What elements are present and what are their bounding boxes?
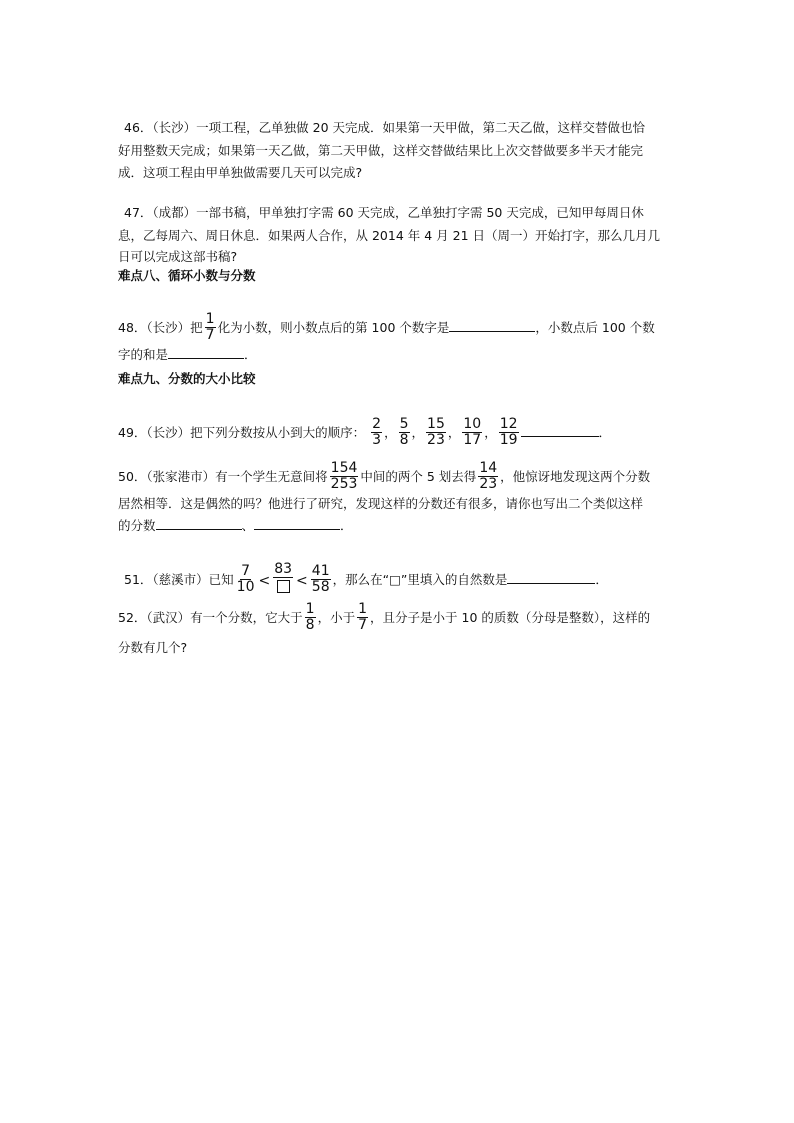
fraction-denominator: 3 [372, 432, 382, 448]
q51-fraction-2 [273, 562, 293, 597]
fraction-numerator: 2 [372, 416, 382, 432]
fraction-numerator: 12 [499, 416, 518, 432]
fraction-denominator: 23 [427, 432, 445, 448]
q50-line3-end: ． [340, 518, 353, 533]
q50-suffix: ，他惊讶地发现这两个分数 [500, 469, 651, 484]
q48-fraction-numerator: 1 [205, 311, 215, 327]
separator: ， [484, 425, 497, 440]
q52-line2: 分数有几个? [118, 640, 188, 655]
q52-mid: ，小于 [317, 610, 356, 625]
q51-end: ． [595, 572, 608, 587]
q48-answer-blank-1[interactable] [449, 319, 535, 332]
q50-line3-sep: 、 [241, 518, 255, 533]
fraction-denominator: 17 [463, 432, 482, 448]
q50-answer-blank-2[interactable] [254, 517, 340, 530]
q52-prefix: 52．（武汉）有一个分数，它大于 [118, 610, 303, 625]
fraction-numerator: 154 [330, 460, 358, 476]
q49-fraction-4 [462, 417, 482, 448]
fraction-denominator: 23 [479, 476, 498, 492]
section-heading-9: 难点九、分数的大小比较 [118, 371, 256, 386]
q50-line3-prefix: 的分数 [118, 518, 156, 533]
fraction-numerator: 15 [427, 416, 445, 432]
fraction-denominator: 8 [305, 617, 315, 633]
fraction-numerator: 1 [358, 601, 368, 617]
separator: ， [384, 425, 397, 440]
q51-answer-blank[interactable] [507, 571, 595, 584]
q47-line1: 47．（成都）一部书稿，甲单独打字需 60 天完成，乙单独打字需 50 天完成，已知甲每周日休 [124, 205, 644, 220]
q48-fraction [205, 312, 216, 343]
q47-line3: 日可以完成这部书稿? [118, 249, 238, 264]
q48-mid: 化为小数，则小数点后的第 100 个数字是 [217, 320, 450, 335]
q48-answer-blank-2[interactable] [168, 346, 244, 359]
q50-mid: 中间的两个 5 划去得 [360, 469, 477, 484]
section-heading-8: 难点八、循环小数与分数 [118, 268, 256, 283]
q50-fraction-2 [478, 461, 498, 492]
q51-line [124, 563, 608, 598]
empty-box-icon[interactable] [277, 580, 290, 593]
q50-line1 [118, 462, 650, 493]
q49-end: ． [598, 425, 612, 440]
q51-fraction-3 [311, 564, 331, 595]
q47-line2: 息，乙每周六、周日休息．如果两人合作，从 2014 年 4 月 21 日（周一）开始打字，那么几月几 [118, 228, 661, 243]
q49-prefix: 49．（长沙）把下列分数按从小到大的顺序： [118, 425, 366, 440]
q48-line2-end: ． [244, 347, 257, 362]
q48-prefix: 48．（长沙）把 [118, 320, 203, 335]
q49-fraction-1 [371, 417, 382, 448]
q48-line2 [118, 345, 257, 365]
q52-suffix: ，且分子是小于 10 的质数（分母是整数），这样的 [370, 610, 651, 625]
separator: ， [411, 425, 425, 440]
q51-fraction-1 [236, 564, 256, 595]
fraction-numerator: 1 [305, 601, 315, 617]
fraction-numerator: 14 [479, 460, 498, 476]
fraction-numerator: 10 [463, 416, 482, 432]
q51-less-than-1: < [258, 572, 271, 589]
q49-fraction-2 [399, 417, 410, 448]
q49-fraction-5 [499, 417, 519, 448]
separator: ， [447, 425, 461, 440]
q50-line3 [118, 516, 353, 536]
q52-fraction-2 [357, 602, 368, 633]
q46-line3: 成．这项工程由甲单独做需要几天可以完成? [118, 165, 363, 180]
q50-line2: 居然相等．这是偶然的吗？他进行了研究，发现这样的分数还有很多，请你也写出二个类似这样 [118, 496, 644, 511]
q51-suffix: ，那么在“□”里填入的自然数是 [332, 572, 508, 587]
q48-line1 [118, 313, 655, 344]
fraction-numerator: 7 [241, 563, 251, 579]
fraction-numerator: 5 [399, 416, 409, 432]
q51-less-than-2: < [296, 572, 308, 589]
q49-answer-blank[interactable] [521, 424, 599, 437]
q52-fraction-1 [305, 602, 316, 633]
q50-fraction-1 [330, 461, 359, 492]
fraction-denominator: 7 [358, 617, 368, 633]
q50-prefix: 50．（张家港市）有一个学生无意间将 [118, 469, 328, 484]
fraction-numerator: 41 [311, 563, 330, 579]
q48-line2-prefix: 字的和是 [118, 347, 169, 362]
q48-after-blank: ，小数点后 100 个数 [535, 320, 655, 335]
q50-answer-blank-1[interactable] [156, 517, 242, 530]
fraction-denominator: 8 [399, 432, 409, 448]
q46-line1: 46．（长沙）一项工程，乙单独做 20 天完成．如果第一天甲做，第二天乙做，这样交替做也恰 [124, 120, 646, 135]
fraction-denominator: 19 [499, 432, 518, 448]
fraction-denominator-box [276, 578, 291, 597]
q48-fraction-denominator: 7 [205, 327, 215, 343]
fraction-denominator: 253 [330, 476, 358, 492]
fraction-numerator: 83 [274, 561, 293, 577]
fraction-denominator: 58 [311, 579, 330, 595]
fraction-denominator: 10 [236, 579, 255, 595]
q51-prefix: 51．（慈溪市）已知 [124, 572, 234, 587]
q52-line1 [118, 603, 650, 634]
q49-fraction-3 [426, 417, 446, 448]
q49-line [118, 418, 611, 449]
q46-line2: 好用整数天完成；如果第一天乙做，第二天甲做，这样交替做结果比上次交替做要多半天才能完 [118, 143, 644, 158]
